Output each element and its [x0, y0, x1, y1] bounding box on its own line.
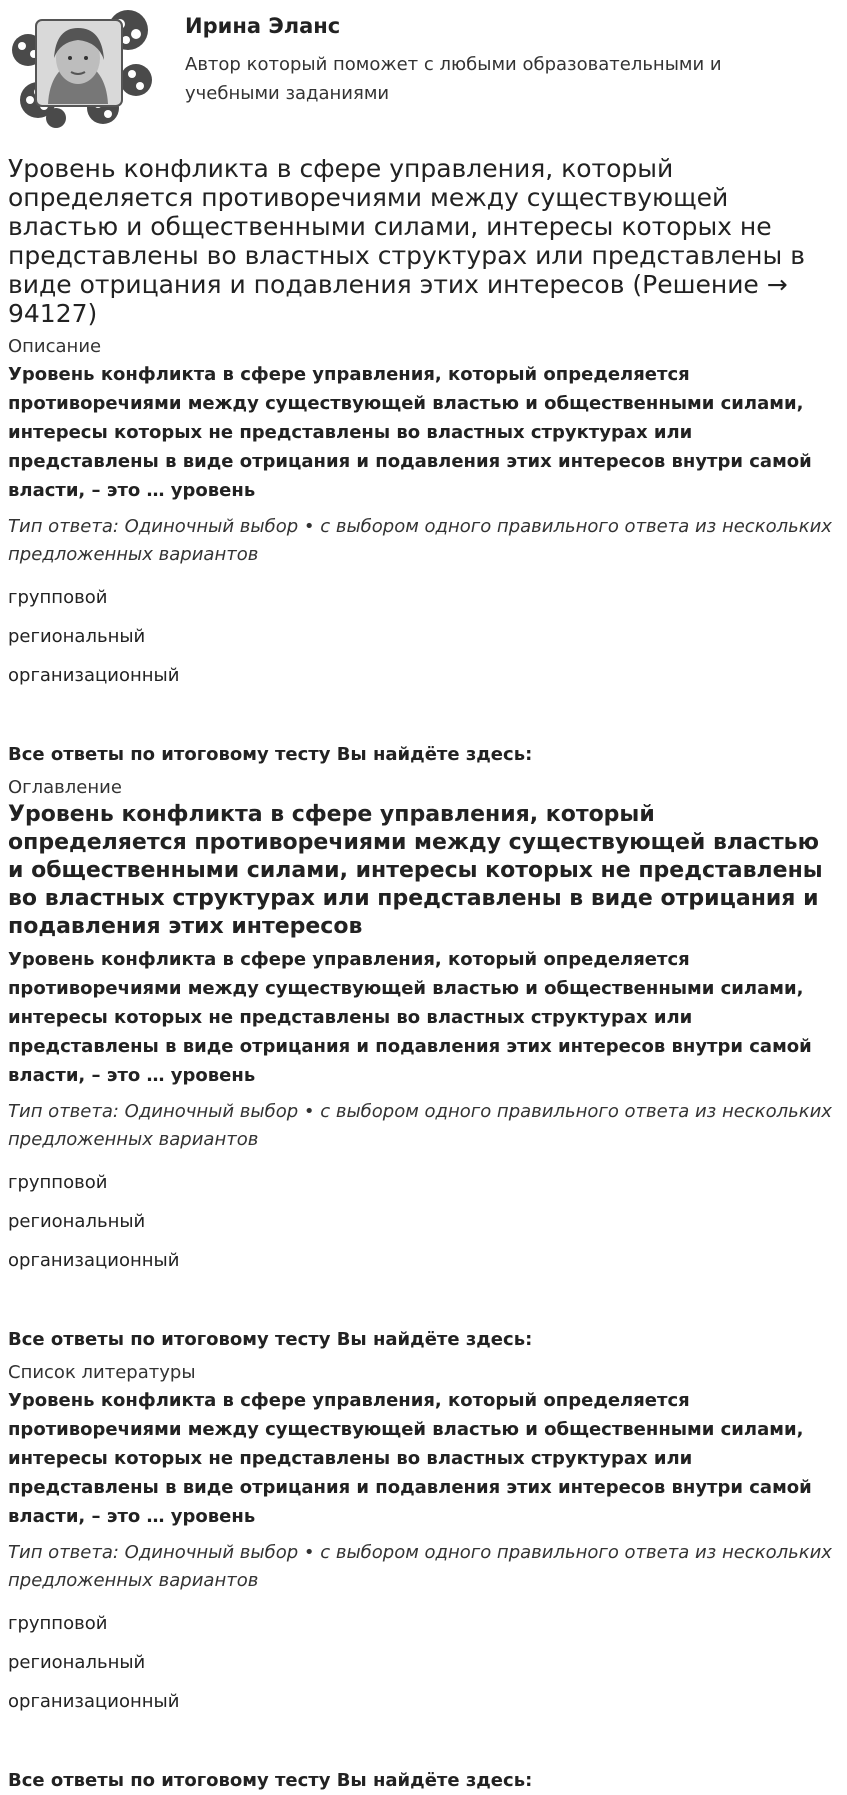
toc-heading: Уровень конфликта в сфере управления, который определяется противоречиями между существующей властью и общественными силами, интересы которых не представлены во властных структурах или представлены в виде отрицания и подавления этих интересов [8, 802, 823, 939]
question-text: Уровень конфликта в сфере управления, который определяется противоречиями между существующей властью и общественными силами, интересы которых не представлены во властных структурах или представлены в виде отрицания и подавления этих интересов внутри самой власти, – это … уровень [8, 1390, 812, 1527]
option-item: региональный [8, 1211, 146, 1232]
question-text: Уровень конфликта в сфере управления, который определяется противоречиями между существующей властью и общественными силами, интересы которых не представлены во властных структурах или представлены в виде отрицания и подавления этих интересов внутри самой власти, – это … уровень [8, 949, 812, 1086]
options-list [8, 1604, 838, 1721]
author-description: Автор который поможет с любыми образовательными и учебными заданиями [185, 54, 722, 104]
all-answers-text: Все ответы по итоговому тесту Вы найдёте здесь: [8, 1329, 533, 1350]
option-item: групповой [8, 1613, 108, 1634]
options-list [8, 578, 838, 695]
author-header [8, 8, 838, 136]
author-avatar[interactable] [8, 8, 153, 128]
author-name[interactable]: Ирина Эланс [185, 14, 341, 38]
question-text: Уровень конфликта в сфере управления, который определяется противоречиями между существующей властью и общественными силами, интересы которых не представлены во властных структурах или представлены в виде отрицания и подавления этих интересов внутри самой власти, – это … уровень [8, 364, 812, 501]
option-item: организационный [8, 665, 180, 686]
option-item: групповой [8, 587, 108, 608]
option-item: региональный [8, 1652, 146, 1673]
section-label-description: Описание [8, 336, 102, 357]
literature-section [8, 1360, 838, 1795]
option-item: региональный [8, 626, 146, 647]
options-list [8, 1163, 838, 1280]
section-label-toc: Оглавление [8, 777, 122, 798]
page-title: Уровень конфликта в сфере управления, который определяется противоречиями между существующей властью и общественными силами, интересы которых не представлены во властных структурах или представлены в виде отрицания и подавления этих интересов (Решение → 94127) [8, 154, 805, 328]
all-answers-text: Все ответы по итоговому тесту Вы найдёте здесь: [8, 744, 533, 765]
option-item: организационный [8, 1691, 180, 1712]
all-answers-text: Все ответы по итоговому тесту Вы найдёте здесь: [8, 1770, 533, 1791]
answer-type: Тип ответа: Одиночный выбор • с выбором одного правильного ответа из нескольких предложенных вариантов [8, 1542, 832, 1591]
answer-type: Тип ответа: Одиночный выбор • с выбором одного правильного ответа из нескольких предложенных вариантов [8, 1101, 832, 1150]
option-item: групповой [8, 1172, 108, 1193]
description-section [8, 334, 838, 769]
toc-section [8, 775, 838, 1354]
section-label-literature: Список литературы [8, 1362, 196, 1383]
option-item: организационный [8, 1250, 180, 1271]
answer-type: Тип ответа: Одиночный выбор • с выбором одного правильного ответа из нескольких предложенных вариантов [8, 516, 832, 565]
